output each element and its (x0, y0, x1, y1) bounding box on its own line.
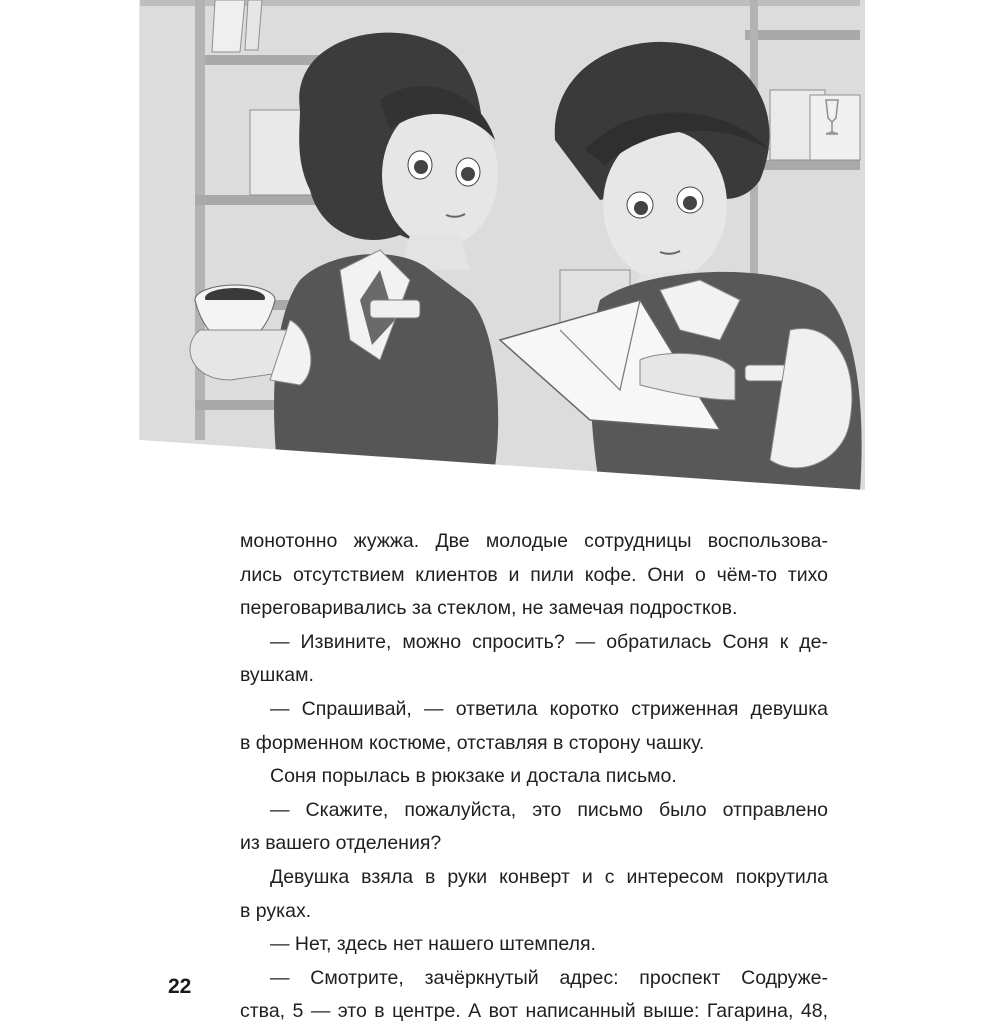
text-line: Девушка взяла в руки конверт и с интересом покрутила (270, 865, 828, 888)
text-line: — Смотрите, зачёркнутый адрес: проспект Содруже- (270, 966, 828, 989)
text-line: — Извините, можно спросить? — обратилась Соня к де- (270, 630, 828, 653)
text-line: в руках. (240, 899, 312, 922)
text-line: вушкам. (240, 664, 314, 687)
body-text (240, 525, 828, 1029)
text-line: из вашего отделения? (240, 832, 442, 855)
text-line: — Скажите, пожалуйста, это письмо было отправлено (270, 798, 828, 821)
text-line: — Спрашивай, — ответила коротко стриженная девушка (270, 697, 828, 720)
text-line: переговаривались за стеклом, не замечая подростков. (240, 597, 738, 620)
text-line: лись отсутствием клиентов и пили кофе. Они о чём-то тихо (240, 563, 828, 586)
illustration-svg (0, 0, 1000, 500)
illustration-postal-clerks (0, 0, 1000, 500)
page-number: 22 (168, 975, 192, 998)
text-line: — Нет, здесь нет нашего штемпеля. (270, 933, 596, 956)
text-line: в форменном костюме, отставляя в сторону чашку. (240, 731, 705, 754)
text-line: Соня порылась в рюкзаке и достала письмо. (270, 765, 677, 788)
text-line: ства, 5 — это в центре. А вот написанный выше: Гагарина, 48, (240, 1000, 828, 1023)
text-line: монотонно жужжа. Две молодые сотрудницы воспользова- (240, 530, 828, 552)
